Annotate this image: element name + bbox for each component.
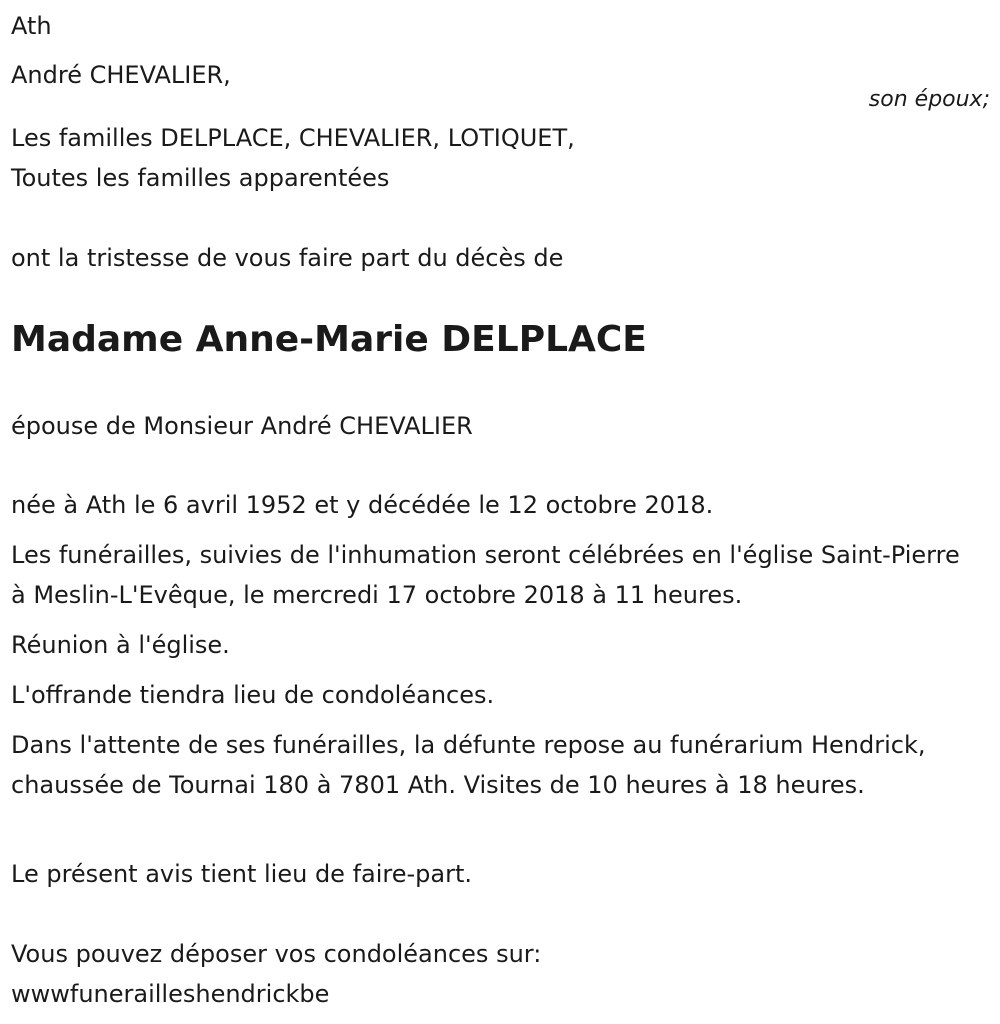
offering-text: L'offrande tiendra lieu de condoléances.: [11, 681, 495, 709]
notice-note: Le présent avis tient lieu de faire-part.: [11, 860, 473, 888]
families-line-2: Toutes les familles apparentées: [11, 164, 390, 192]
place-name: Ath: [11, 12, 52, 40]
funerarium-text: Dans l'attente de ses funérailles, la défunte repose au funérarium Hendrick, chaussée de Tournai 180 à 7801 Ath. Visites de 10 heures à 18 heures.: [11, 731, 926, 799]
families-line-1: Les familles DELPLACE, CHEVALIER, LOTIQUET,: [11, 124, 575, 152]
birth-death-text: née à Ath le 6 avril 1952 et y décédée le 12 octobre 2018.: [11, 491, 714, 519]
spouse-of-text: épouse de Monsieur André CHEVALIER: [11, 412, 473, 440]
spouse-relation: son époux;: [868, 87, 990, 112]
spouse-name: André CHEVALIER,: [11, 61, 231, 89]
condolences-site: wwwfunerailleshendrickbe: [11, 980, 330, 1008]
condolences-label: Vous pouvez déposer vos condoléances sur:: [11, 940, 542, 968]
deceased-name: Madame Anne-Marie DELPLACE: [11, 319, 647, 360]
meeting-text: Réunion à l'église.: [11, 631, 230, 659]
announcement-text: ont la tristesse de vous faire part du décès de: [11, 244, 564, 272]
funeral-text: Les funérailles, suivies de l'inhumation seront célébrées en l'église Saint-Pierre à Meslin-L'Evêque, le mercredi 17 octobre 2018 à 11 heures.: [11, 541, 960, 609]
